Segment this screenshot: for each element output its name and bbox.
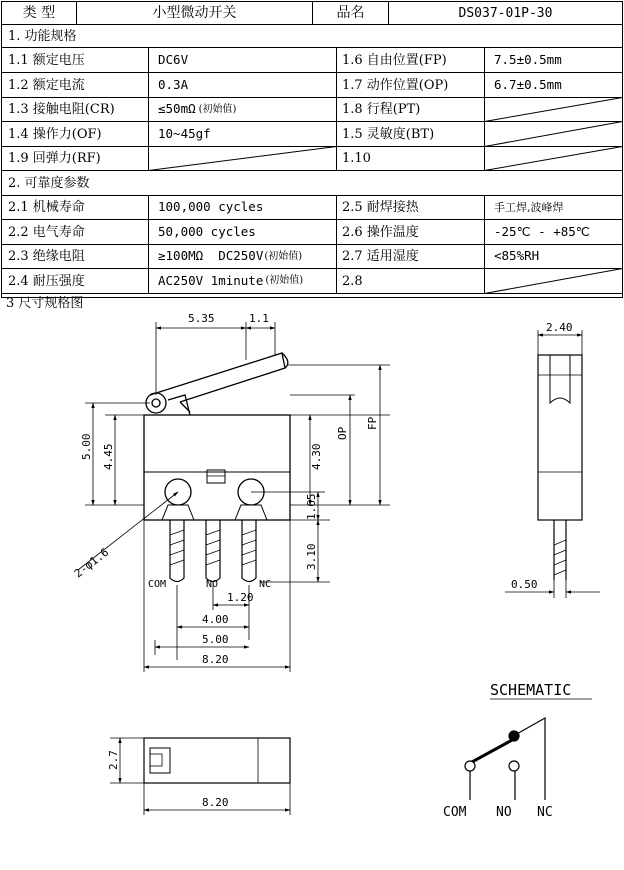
schematic-no: NO [496,805,512,820]
model-label: 品名 [336,5,365,21]
schematic-diagram [465,699,592,800]
spec-label: 1.3 接触电阻(CR) [8,102,115,117]
spec-label: 2.3 绝缘电阻 [8,249,85,264]
type-value: 小型微动开关 [152,5,237,21]
spec-value: AC250V 1minute [158,272,264,288]
spec-label: 1.9 回弹力(RF) [8,151,101,166]
dim-hole: 2-φ1.6 [71,545,112,581]
spec-label: 2.5 耐焊接热 [342,200,419,215]
spec-value: 0.3A [158,76,189,92]
spec-value: 手工焊,波峰焊 [494,201,564,214]
spec-label: 1.4 操作力(OF) [8,126,102,142]
front-view [144,353,290,520]
dim-top-535: 5.35 [188,312,215,325]
spec-note: (初始值) [264,250,303,262]
pin-label-com: COM [148,579,167,590]
spec-label: 1.1 额定电压 [8,52,85,68]
spec-label: 2.2 电气寿命 [8,224,85,240]
side-view [538,355,582,580]
dim-bottom-27: 2.7 [107,750,120,770]
dim-pitch-500: 5.00 [202,633,229,646]
spec-value: 100,000 cycles [158,199,264,215]
spec-value: DC6V [158,51,189,67]
spec-value: ≤50mΩ [158,101,196,117]
type-label: 类 型 [22,5,56,21]
dim-right-430: 4.30 [310,443,323,470]
spec-value: 6.7±0.5mm [494,76,562,92]
schematic-nc: NC [537,805,553,820]
schematic-title: SCHEMATIC [490,681,572,699]
spec-value: -25℃ - +85℃ [494,223,590,239]
terminal-pins [170,520,256,582]
spec-note: (初始值) [265,275,304,286]
dim-pitch-400: 4.00 [202,613,229,626]
dim-pitch-120: 1.20 [227,591,254,604]
dim-side-240: 2.40 [546,321,573,334]
spec-value: 10~45gf [158,125,211,141]
spec-value: 50,000 cycles [158,223,256,239]
dim-side-050: 0.50 [511,578,538,591]
dimension-drawing [0,310,624,870]
spec-value: ≥100MΩ DC250V [158,248,264,264]
dim-right-310: 3.10 [305,543,318,570]
dim-right-fp: FP [366,416,379,430]
dim-left-445: 4.45 [102,443,115,470]
schematic-com: COM [443,805,467,820]
section-2-title: 2. 可靠度参数 [8,175,90,191]
spec-label: 1.6 自由位置(FP) [342,52,447,68]
model-value: DS037-01P-30 [458,5,553,21]
spec-label: 2.1 机械寿命 [8,200,85,215]
spec-label: 1.7 动作位置(OP) [342,77,449,93]
pin-label-no: NO [206,579,219,590]
spec-label: 2.7 适用湿度 [342,249,419,264]
spec-label: 2.4 耐压强度 [8,273,85,289]
bottom-view [144,738,290,783]
spec-value: <85%RH [494,248,540,264]
spec-label: 1.8 行程(PT) [342,102,421,117]
section-3-title: 3 尺寸规格图 [6,295,84,311]
dim-left-500: 5.00 [80,433,93,460]
spec-label: 1.10 [342,151,371,166]
spec-note: (初始值) [198,103,237,115]
spec-label: 2.8 [342,273,363,289]
spec-label: 1.5 灵敏度(BT) [342,126,435,142]
spec-value: 7.5±0.5mm [494,51,562,67]
spec-label: 2.6 操作温度 [342,224,419,240]
dim-bottom-820: 8.20 [202,796,229,809]
spec-label: 1.2 额定电流 [8,77,85,93]
section-1-title: 1. 功能规格 [8,28,77,44]
dim-right-op: OP [336,426,349,440]
pin-label-nc: NC [259,579,272,590]
dim-width-820: 8.20 [202,653,229,666]
dim-right-165: 1.65 [305,493,318,520]
dim-top-11: 1.1 [249,312,269,325]
